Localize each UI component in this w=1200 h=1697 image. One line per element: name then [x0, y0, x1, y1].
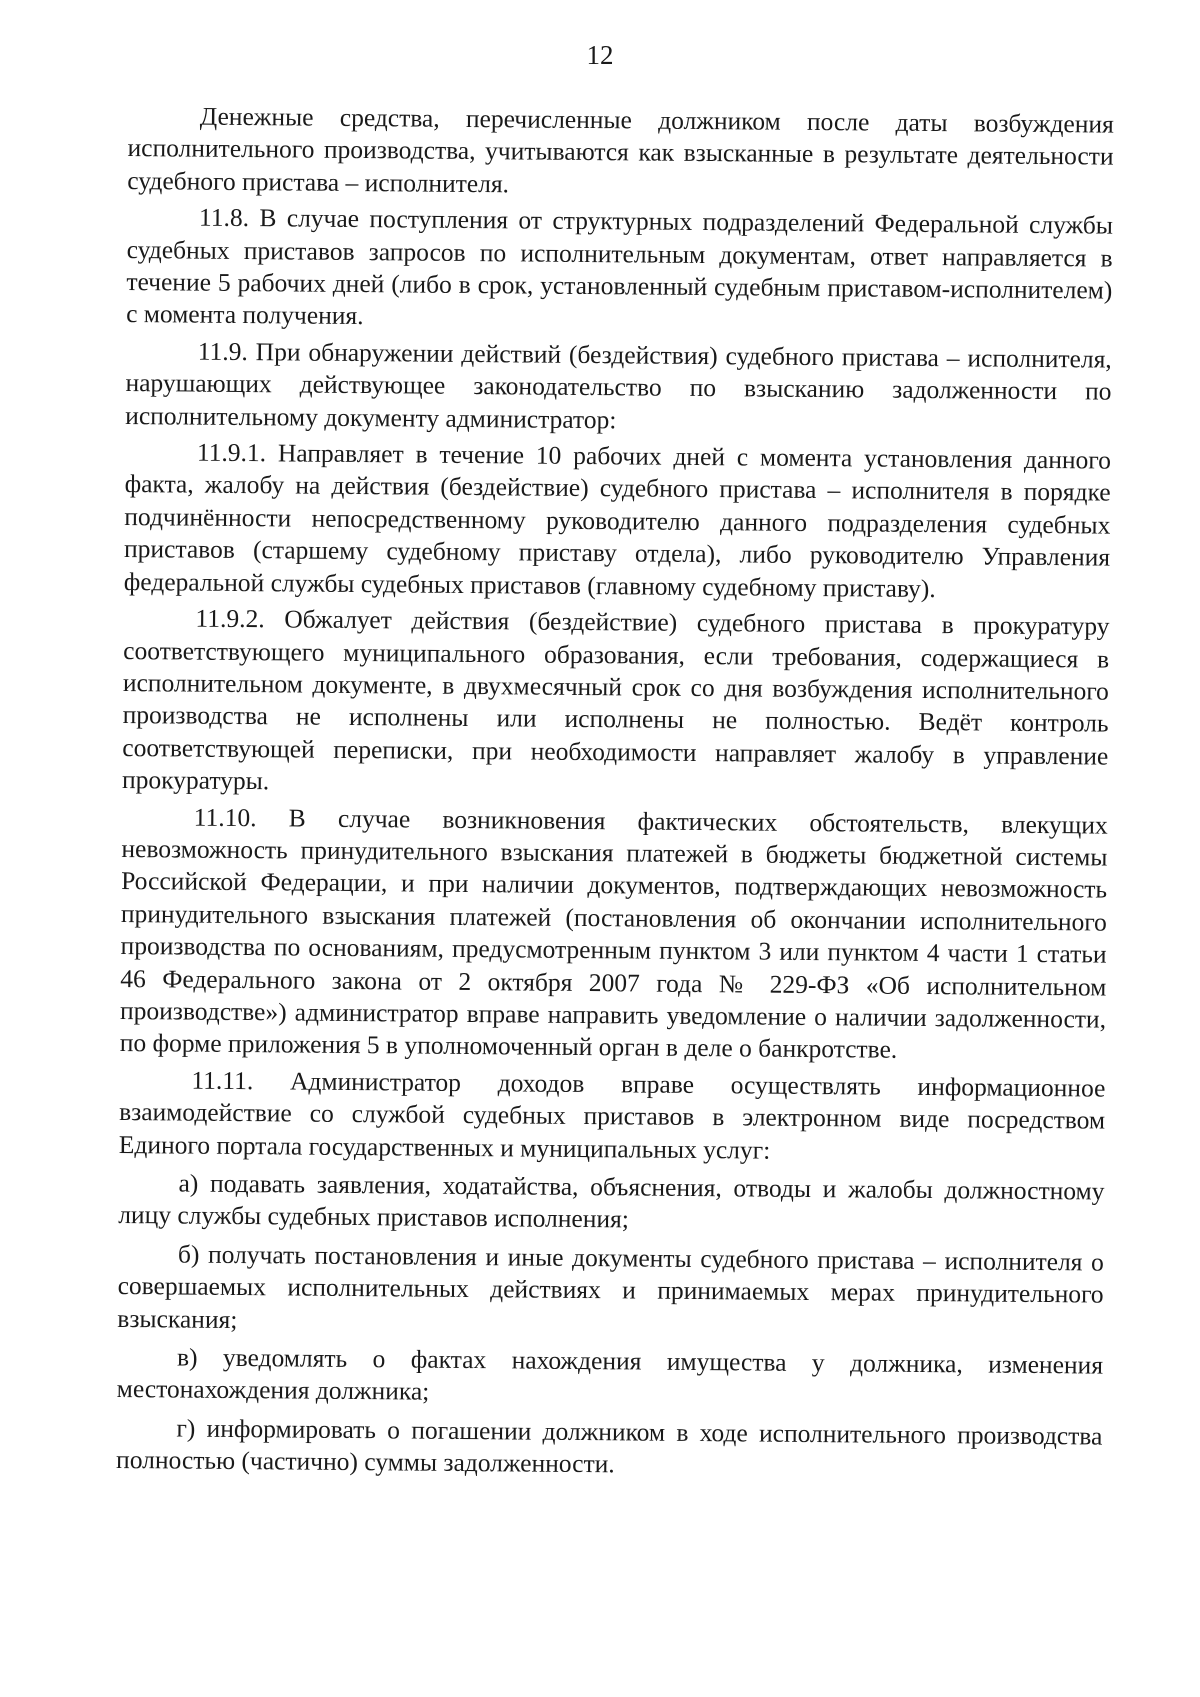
paragraph-11-8: 11.8. В случае поступления от структурных подразделений Федеральной службы судебных приставов запросов по исполнительным документам, ответ направляется в течение 5 рабочих дней (либо в срок, установленный судебным приставом-исполнителем) с момента получения.: [126, 202, 1114, 331]
paragraph-11-11: 11.11. Администратор доходов вправе осуществлять информационное взаимодействие со службой судебных приставов в электронном виде посредством Единого портала государственных и муниципальных услуг:: [118, 1065, 1106, 1165]
list-item-g: г) информировать о погашении должником в ходе исполнительного производства полностью (частично) суммы задолженности.: [116, 1413, 1103, 1479]
document-body: [116, 100, 1114, 1485]
paragraph-11-10: 11.10. В случае возникновения фактических обстоятельств, влекущих невозможность принудительного взыскания платежей в бюджеты бюджетной системы Российской Федерации, и при наличии документов, подтверждающих невозможность принудительного взыскания платежей (постановления об окончании исполнительного производства по основаниям, предусмотренным пунктом 3 или пунктом 4 части 1 статьи 46 Федерального закона от 2 октября 2007 года № 229-ФЗ «Об исполнительном производстве») администратор вправе направить уведомление о наличии задолженности, по форме приложения 5 в уполномоченный орган в деле о банкротстве.: [119, 802, 1108, 1065]
list-item-b: б) получать постановления и иные документы судебного пристава – исполнителя о совершаемых исполнительных действиях и принимаемых мерах принудительного взыскания;: [117, 1239, 1105, 1334]
paragraph-11-9-2: 11.9.2. Обжалует действия (бездействие) судебного пристава в прокуратуру соответствующего муниципального образования, если требования, содержащиеся в исполнительном документе, в двухмесячный срок со дня возбуждения исполнительного производства не исполнены или исполнены не полностью. Ведёт контроль соответствующей переписки, при необходимости направляет жалобу в управление прокуратуры.: [121, 603, 1110, 796]
page-number: 12: [586, 40, 614, 70]
paragraph-11-9-1: 11.9.1. Направляет в течение 10 рабочих дней с момента установления данного факта, жалобу на действия (бездействие) судебного пристава – исполнителя в порядке подчинённости непосредственному руководителю данного подразделения судебных приставов (старшему судебному приставу отдела), либо руководителю Управления федеральной службы судебных приставов (главному судебному приставу).: [123, 437, 1112, 603]
list-item-a: а) подавать заявления, ходатайства, объяснения, отводы и жалобы должностному лицу службы судебных приставов исполнения;: [118, 1168, 1105, 1234]
list-item-v: в) уведомлять о фактах нахождения имущества у должника, изменения местонахождения должника;: [116, 1342, 1104, 1407]
paragraph-11-9: 11.9. При обнаружении действий (бездействия) судебного пристава – исполнителя, нарушающих действующее законодательство по взысканию задолженности по исполнительному документу администратор:: [125, 336, 1112, 434]
paragraph-funds-collected: Денежные средства, перечисленные должником после даты возбуждения исполнительного производства, учитываются как взысканные в результате деятельности судебного пристава – исполнителя.: [127, 101, 1114, 199]
